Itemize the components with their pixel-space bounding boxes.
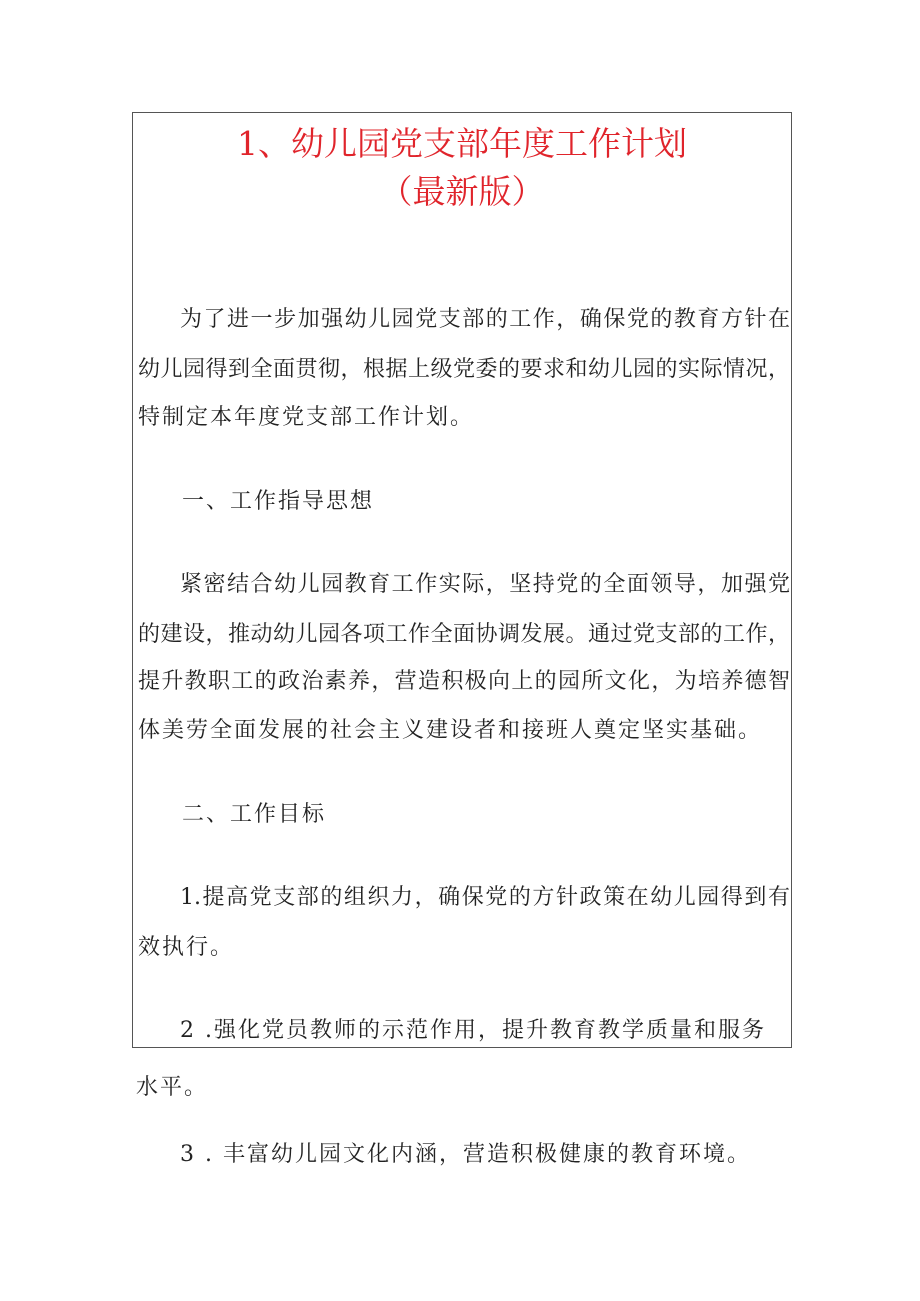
- document-title: 1、幼儿园党支部年度工作计划: [237, 124, 687, 163]
- goal-item-1-line: 1.提高党支部的组织力，确保党的方针政策在幼儿园得到有: [180, 885, 790, 910]
- intro-line: 幼儿园得到全面贯彻，根据上级党委的要求和幼儿园的实际情况，: [138, 357, 790, 382]
- section1-line: 紧密结合幼儿园教育工作实际，坚持党的全面领导，加强党: [180, 572, 790, 597]
- section1-line: 提升教职工的政治素养，营造积极向上的园所文化，为培养德智: [138, 669, 790, 694]
- goal-item-2-line: 2 .强化党员教师的示范作用，提升教育教学质量和服务: [180, 1018, 766, 1043]
- section-heading: 一、工作指导思想: [182, 489, 375, 514]
- section-heading: 二、工作目标: [182, 802, 327, 827]
- goal-item-2-line: 水平。: [136, 1075, 209, 1100]
- goal-item-3-line: 3 . 丰富幼儿园文化内涵，营造积极健康的教育环境。: [180, 1142, 751, 1167]
- goal-item-1-line: 效执行。: [138, 935, 235, 960]
- intro-line: 特制定本年度党支部工作计划。: [138, 405, 475, 430]
- section1-line: 体美劳全面发展的社会主义建设者和接班人奠定坚实基础。: [138, 718, 763, 743]
- section1-line: 的建设，推动幼儿园各项工作全面协调发展。通过党支部的工作，: [138, 622, 790, 647]
- intro-line: 为了进一步加强幼儿园党支部的工作，确保党的教育方针在: [180, 307, 790, 332]
- document-subtitle: （最新版）: [379, 172, 545, 211]
